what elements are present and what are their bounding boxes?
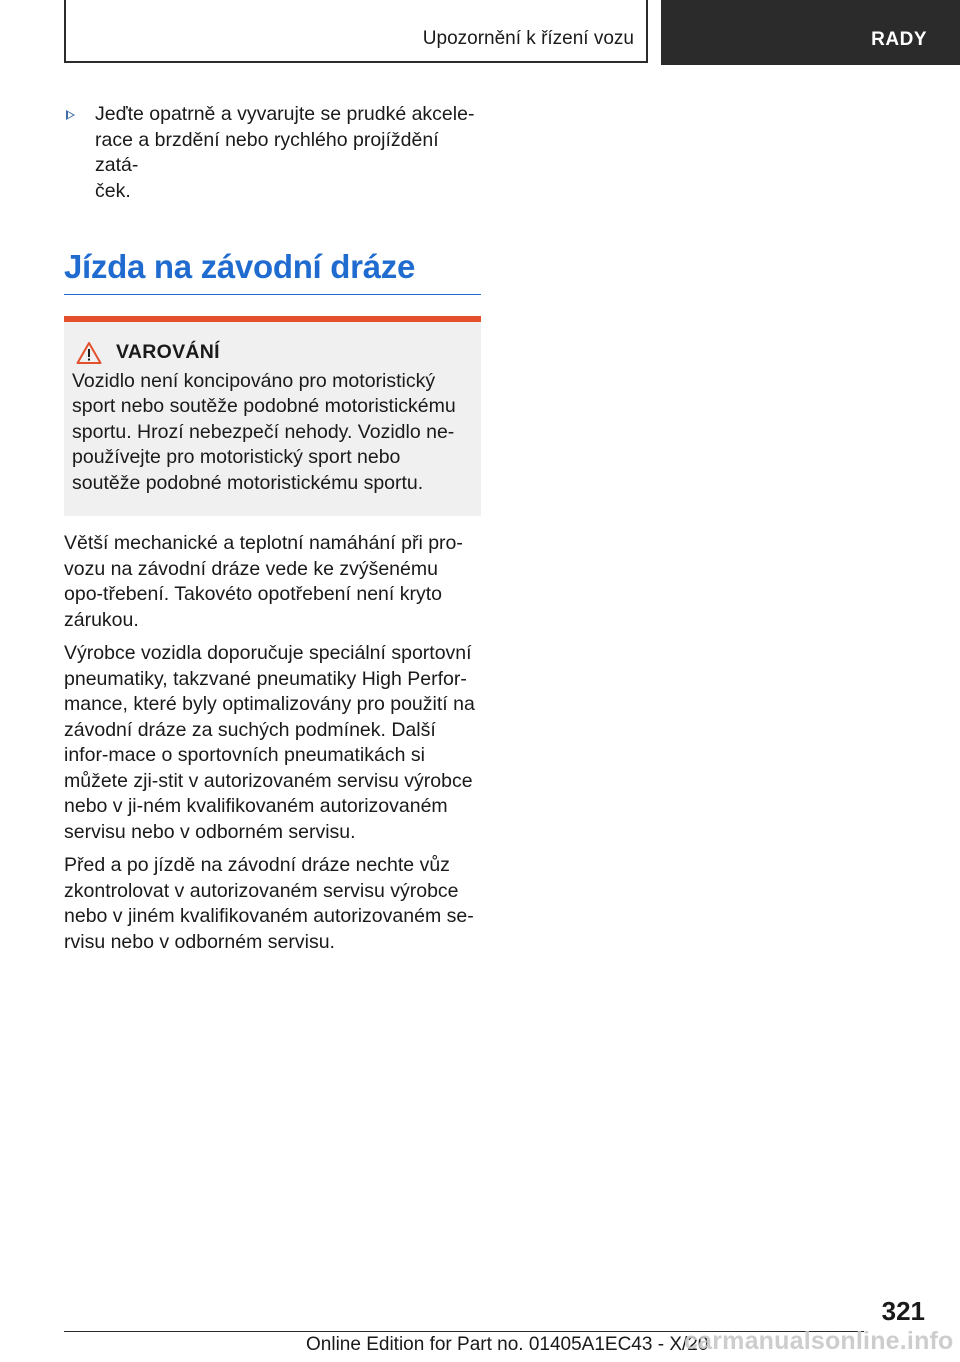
- chapter-tab: [661, 0, 960, 65]
- warning-triangle-icon: [76, 341, 102, 365]
- bullet-item: [64, 102, 481, 204]
- header-section-title: Upozornění k řízení vozu: [422, 28, 634, 49]
- footer-edition: Online Edition for Part no. 01405A1EC43 - X/20: [306, 1334, 709, 1355]
- page-content: [64, 102, 481, 955]
- warning-header: [72, 340, 471, 366]
- chapter-tab-label: RADY: [871, 29, 927, 50]
- paragraph-inspection: Před a po jízdě na závodní dráze nechte vůz zkontrolovat v autorizovaném servisu výrobce nebo v jiném kvalifikovaném autorizovaném se-rvisu nebo v odborném servisu.: [64, 854, 474, 953]
- section-heading: Jízda na závodní dráze: [64, 244, 481, 295]
- watermark: carmanualsonline.info: [684, 1327, 954, 1355]
- paragraph-wear: Větší mechanické a teplotní namáhání při pro-vozu na závodní dráze vede ke zvýšenému opo-třebení. Takovéto opotřebení není kryto zárukou.: [64, 532, 463, 631]
- warning-text: Vozidlo není koncipováno pro motoristický sport nebo soutěže podobné motoristickému sportu. Hrozí nebezpečí nehody. Vozidlo ne-používejte pro motoristický sport nebo soutěže podobné motoristickému sportu.: [72, 369, 456, 494]
- paragraph-tyres: Výrobce vozidla doporučuje speciální sportovní pneumatiky, takzvané pneumatiky High Perfor-mance, které byly optimalizovány pro použití na závodní dráze za suchých podmínek. Další infor-mace o sportovních pneumatikách si můžete zji-stit v autorizovaném servisu výrobce nebo v ji-ném kvalifikovaném autorizovaném servisu nebo v odborném servisu.: [64, 642, 475, 843]
- page-number: 321: [881, 1296, 925, 1326]
- bullet-text: Jeďte opatrně a vyvarujte se prudké akcele- race a brzdění nebo rychlého projíždění zatá- ček.: [95, 103, 475, 202]
- bullet-triangle-icon: [66, 110, 75, 120]
- warning-box: [64, 316, 481, 516]
- warning-title: VAROVÁNÍ: [116, 341, 220, 363]
- header-section-box: [64, 0, 648, 63]
